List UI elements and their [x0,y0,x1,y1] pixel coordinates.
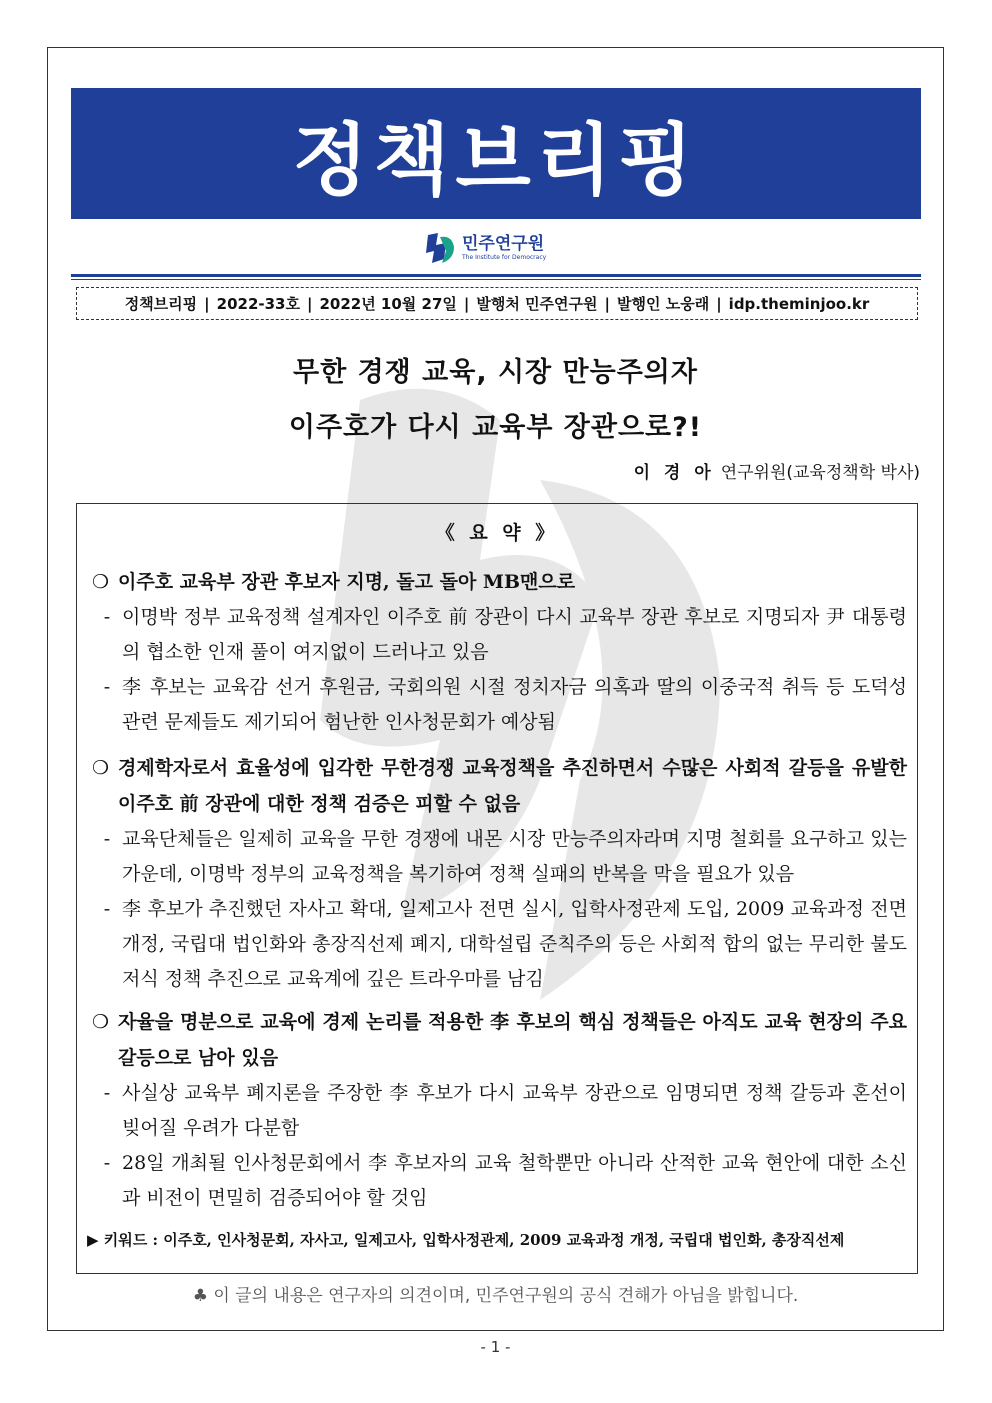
summary-item [92,1076,907,1146]
section-heading-text: 이주호 교육부 장관 후보자 지명, 돌고 돌아 MB맨으로 [118,571,576,593]
summary-item [92,822,907,892]
info-website: idp.theminjoo.kr [728,294,870,313]
info-separator: | [306,294,313,313]
summary-item [92,600,907,670]
summary-item [92,892,907,997]
summary-section-3 [92,1004,907,1216]
info-series: 정책브리핑 [124,295,198,313]
summary-box [76,503,918,1274]
section-heading [92,1004,907,1076]
summary-item [92,1146,907,1216]
header-rule [71,274,921,277]
dash-bullet: - [103,1082,111,1104]
info-separator: | [204,294,210,313]
author-name: 이 경 아 [633,463,715,483]
section-heading [92,564,907,600]
circle-bullet-icon: ❍ [92,571,110,593]
info-issue: 2022-33호 [216,295,300,313]
info-date: 2022년 10월 27일 [319,295,457,313]
institute-logo [424,228,546,268]
summary-item-text: 이명박 정부 교육정책 설계자인 이주호 前 장관이 다시 교육부 장관 후보로 지명되자 尹 대통령의 협소한 인재 풀이 여지없이 드러나고 있음 [122,606,907,663]
title-line-2: 이주호가 다시 교육부 장관으로?! [288,412,703,443]
info-separator: | [604,294,611,313]
summary-section-2 [92,750,907,997]
circle-bullet-icon: ❍ [92,757,110,779]
info-separator: | [463,294,470,313]
author-byline [634,458,920,483]
banner-title: 정책브리핑 [292,115,700,206]
summary-item-text: 교육단체들은 일제히 교육을 무한 경쟁에 내몬 시장 만능주의자라며 지명 철회를 요구하고 있는 가운데, 이명박 정부의 교육정책을 복기하여 정책 실패의 반복을 막을 필요가 있음 [122,828,907,885]
info-issuer: 발행인 노웅래 [617,295,710,313]
circle-bullet-icon: ❍ [92,1011,110,1033]
header-banner [71,88,921,219]
page-number: - 1 - [480,1338,511,1356]
info-publisher: 발행처 민주연구원 [476,295,598,313]
dash-bullet: - [103,1152,111,1174]
disclaimer: ♣ 이 글의 내용은 연구자의 의견이며, 민주연구원의 공식 견해가 아님을 밝힙니다. [192,1286,799,1306]
institute-logo-icon [424,229,458,267]
section-heading-text: 경제학자로서 효율성에 입각한 무한경쟁 교육정책을 추진하면서 수많은 사회적 갈등을 유발한 이주호 前 장관에 대한 정책 검증은 피할 수 없음 [118,757,907,815]
publication-info-bar [76,287,918,320]
logo-subtitle: The Institute for Democracy [462,254,547,261]
dash-bullet: - [103,898,111,920]
section-heading [92,750,907,822]
info-separator: | [716,294,722,313]
dash-bullet: - [103,676,111,698]
summary-item-text: 사실상 교육부 폐지론을 주장한 李 후보가 다시 교육부 장관으로 임명되면 정책 갈등과 혼선이 빚어질 우려가 다분함 [122,1082,907,1139]
summary-item-text: 李 후보는 교육감 선거 후원금, 국회의원 시절 정치자금 의혹과 딸의 이중국적 취득 등 도덕성 관련 문제들도 제기되어 험난한 인사청문회가 예상됨 [122,676,907,733]
summary-heading: 《 요 약 》 [435,522,559,544]
keywords-line: ▶ 키워드 : 이주호, 인사청문회, 자사고, 일제고사, 입학사정관제, 2009 교육과정 개정, 국립대 법인화, 총장직선제 [87,1231,845,1249]
header-rule-thin [71,279,921,280]
summary-item-text: 28일 개최될 인사청문회에서 李 후보자의 교육 철학뿐만 아니라 산적한 교육 현안에 대한 소신과 비전이 면밀히 검증되어야 할 것임 [122,1152,907,1209]
summary-item [92,670,907,740]
dash-bullet: - [103,828,111,850]
summary-section-1 [92,564,907,740]
dash-bullet: - [103,606,111,628]
title-line-1: 무한 경쟁 교육, 시장 만능주의자 [293,357,698,388]
author-role: 연구위원(교육정책학 박사) [720,463,920,483]
section-heading-text: 자율을 명분으로 교육에 경제 논리를 적용한 李 후보의 핵심 정책들은 아직도 교육 현장의 주요 갈등으로 남아 있음 [118,1011,907,1069]
summary-item-text: 李 후보가 추진했던 자사고 확대, 일제고사 전면 실시, 입학사정관제 도입, 2009 교육과정 전면 개정, 국립대 법인화와 총장직선제 폐지, 대학설립 준칙주의 등은 사회적 합의 없는 무리한 불도저식 정책 추진으로 교육계에 깊은 트라우마를 남김 [122,898,907,990]
logo-name: 민주연구원 [462,234,545,254]
